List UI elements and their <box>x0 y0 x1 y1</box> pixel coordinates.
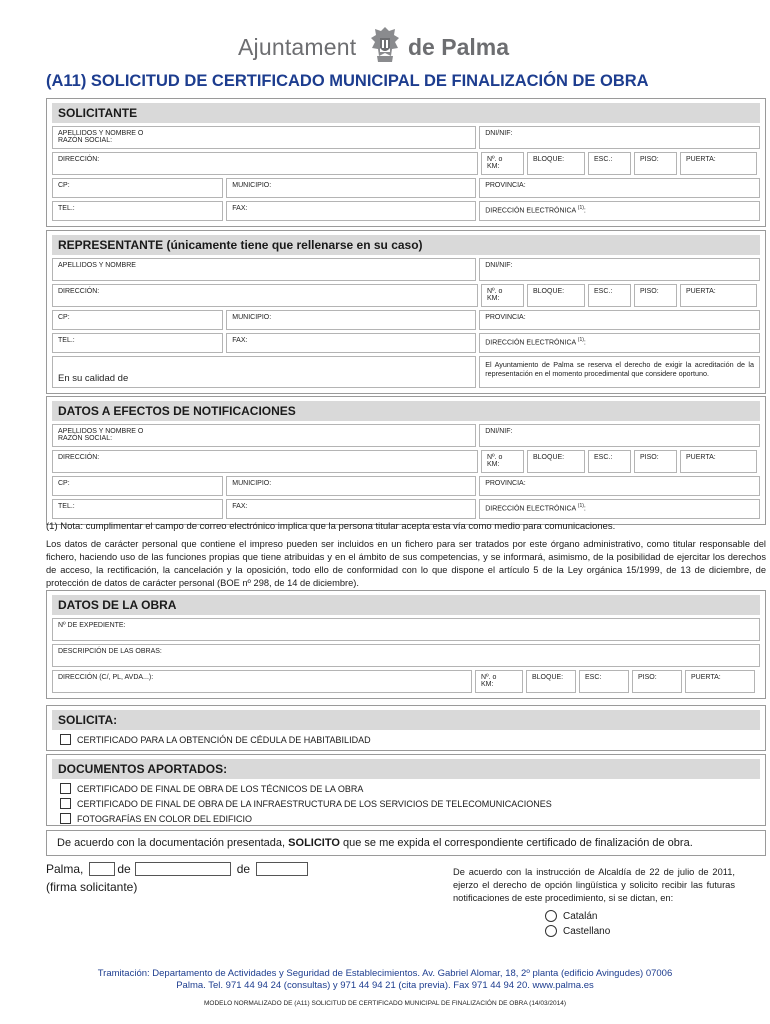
numero-field[interactable]: Nº. o KM: <box>481 284 524 307</box>
brand-name-bold: de Palma <box>408 34 509 60</box>
section-heading: DATOS A EFECTOS DE NOTIFICACIONES <box>52 401 760 421</box>
municipio-field[interactable]: MUNICIPIO: <box>226 476 476 496</box>
provincia-field[interactable]: PROVINCIA: <box>479 476 760 496</box>
declaration: De acuerdo con la documentación presentada, SOLICITO que se me expida el correspondiente certificado de finalización de obra. <box>46 830 766 856</box>
tel-field[interactable]: TEL.: <box>52 201 223 221</box>
section-heading: SOLICITANTE <box>52 103 760 123</box>
cp-field[interactable]: CP: <box>52 178 223 198</box>
checkbox[interactable] <box>60 798 71 809</box>
palma-label: Palma, <box>46 862 84 876</box>
esc-field[interactable]: ESC: <box>579 670 629 693</box>
solicitante-section <box>46 98 766 227</box>
fax-field[interactable]: FAX: <box>226 499 476 519</box>
language-option-catalan[interactable] <box>545 910 597 922</box>
coat-of-arms-icon <box>368 26 402 64</box>
model-reference: MODELO NORMALIZADO DE (A11) SOLICITUD DE CERTIFICADO MUNICIPAL DE FINALIZACIÓN DE OBRA (14/03/2014) <box>203 1000 567 1007</box>
email-field[interactable]: DIRECCIÓN ELECTRÓNICA $^{(1)}$: <box>479 499 760 519</box>
piso-field[interactable]: PISO: <box>634 152 677 175</box>
piso-field[interactable]: PISO: <box>634 284 677 307</box>
cp-field[interactable]: CP: <box>52 310 223 330</box>
calidad-field[interactable] <box>52 356 476 388</box>
month-field[interactable] <box>135 862 231 876</box>
puerta-field[interactable]: PUERTA: <box>685 670 755 693</box>
bloque-field[interactable]: BLOQUE: <box>527 152 585 175</box>
direccion-field[interactable]: DIRECCIÓN: <box>52 284 478 307</box>
footer-contact <box>0 968 770 992</box>
dni-field[interactable]: DNI/NIF: <box>479 424 760 447</box>
fax-field[interactable]: FAX: <box>226 201 476 221</box>
notificaciones-section <box>46 396 766 525</box>
apellidos-field[interactable]: APELLIDOS Y NOMBRE O RAZÓN SOCIAL: <box>52 126 476 149</box>
esc-field[interactable]: ESC.: <box>588 284 631 307</box>
brand-name: Ajuntament <box>238 34 357 60</box>
language-option-castellano[interactable] <box>545 925 610 937</box>
documentos-section <box>46 754 766 826</box>
checkbox[interactable] <box>60 813 71 824</box>
obra-direccion-field[interactable]: DIRECCIÓN (C/, PL, AVDA...): <box>52 670 472 693</box>
apellidos-field[interactable]: APELLIDOS Y NOMBRE <box>52 258 476 281</box>
date-line <box>46 862 308 876</box>
checkbox[interactable] <box>60 783 71 794</box>
obra-section <box>46 590 766 699</box>
email-field[interactable]: DIRECCIÓN ELECTRÓNICA $^{(1)}$: <box>479 201 760 221</box>
solicita-option[interactable] <box>60 733 760 746</box>
email-field[interactable]: DIRECCIÓN ELECTRÓNICA $^{(1)}$: <box>479 333 760 353</box>
expediente-field[interactable]: Nº DE EXPEDIENTE: <box>52 618 760 641</box>
puerta-field[interactable]: PUERTA: <box>680 284 757 307</box>
provincia-field[interactable]: PROVINCIA: <box>479 310 760 330</box>
privacy-notice: Los datos de carácter personal que contiene el impreso pueden ser incluidos en un fichero para ser tratados por este órgano administrativo, como titular responsable del fichero, haciendo uso de las funciones propias que tiene atribuidas y en el ámbito de sus competencias, y se informará, asimismo, de la posibilidad de ejercitar los derechos de acceso, la rectificación, la cancelación y la oposición, todo ello de conformidad con lo que dispone el artículo 5 de la Ley orgánica 15/1999, de 13 de diciembre, de protección de datos de carácter personal (BOE nº 298, de 14 de diciembre). <box>46 539 766 588</box>
calidad-line <box>60 386 400 388</box>
piso-field[interactable]: PISO: <box>632 670 682 693</box>
dni-field[interactable]: DNI/NIF: <box>479 126 760 149</box>
documento-option[interactable] <box>60 782 760 795</box>
reserva-note: El Ayuntamiento de Palma se reserva el derecho de exigir la acreditación de la representación en el momento procedimental que considere oportuno. <box>479 356 760 388</box>
piso-field[interactable]: PISO: <box>634 450 677 473</box>
puerta-field[interactable]: PUERTA: <box>680 450 757 473</box>
numero-field[interactable]: Nº. o KM: <box>481 152 524 175</box>
signature-label: (firma solicitante) <box>46 880 138 894</box>
year-field[interactable] <box>256 862 308 876</box>
bloque-field[interactable]: BLOQUE: <box>527 450 585 473</box>
municipio-field[interactable]: MUNICIPIO: <box>226 178 476 198</box>
municipio-field[interactable]: MUNICIPIO: <box>226 310 476 330</box>
calidad-label: En su calidad de <box>58 373 129 384</box>
esc-field[interactable]: ESC.: <box>588 450 631 473</box>
numero-field[interactable]: Nº. o KM: <box>481 450 524 473</box>
bloque-field[interactable]: BLOQUE: <box>527 284 585 307</box>
option-label: CERTIFICADO DE FINAL DE OBRA DE LA INFRAESTRUCTURA DE LOS SERVICIOS DE TELECOMUNICACIONES <box>77 798 552 809</box>
solicita-section <box>46 705 766 751</box>
documento-option[interactable] <box>60 812 760 825</box>
option-label: CERTIFICADO DE FINAL DE OBRA DE LOS TÉCNICOS DE LA OBRA <box>77 783 364 794</box>
esc-field[interactable]: ESC.: <box>588 152 631 175</box>
direccion-field[interactable]: DIRECCIÓN: <box>52 450 478 473</box>
radio-button[interactable] <box>545 925 557 937</box>
documento-option[interactable] <box>60 797 760 810</box>
day-field[interactable] <box>89 862 115 876</box>
tel-field[interactable]: TEL.: <box>52 333 223 353</box>
section-heading: DOCUMENTOS APORTADOS: <box>52 759 760 779</box>
provincia-field[interactable]: PROVINCIA: <box>479 178 760 198</box>
checkbox[interactable] <box>60 734 71 745</box>
section-heading: SOLICITA: <box>52 710 760 730</box>
de-label: de <box>117 862 131 876</box>
direccion-field[interactable]: DIRECCIÓN: <box>52 152 478 175</box>
footer-line: Tramitación: Departamento de Actividades y Seguridad de Establecimientos. Av. Gabriel Alomar, 18, 2º planta (edificio Avingudes) 07006 <box>97 968 673 979</box>
option-label: Catalán <box>563 910 598 922</box>
header <box>0 22 770 72</box>
tel-field[interactable]: TEL.: <box>52 499 223 519</box>
numero-field[interactable]: Nº. o KM: <box>475 670 523 693</box>
option-label: FOTOGRAFÍAS EN COLOR DEL EDIFICIO <box>77 813 253 824</box>
descripcion-field[interactable]: DESCRIPCIÓN DE LAS OBRAS: <box>52 644 760 667</box>
footer-line: Palma. Tel. 971 44 94 24 (consultas) y 971 44 94 21 (cita previa). Fax 971 44 94 20. www.palma.es <box>176 980 594 991</box>
email-note: (1) Nota: cumplimentar el campo de correo electrónico implica que la persona titular acepta esta vía como medio para comunicaciones. <box>46 521 616 532</box>
section-heading: REPRESENTANTE (únicamente tiene que rellenarse en su caso) <box>52 235 760 255</box>
language-notice: De acuerdo con la instrucción de Alcaldía de 22 de julio de 2011, ejerzo el derecho de opción lingüística y solicito recibir las futuras notificaciones de este procedimiento, si se dictan, en: <box>453 867 735 903</box>
representante-section <box>46 230 766 394</box>
radio-button[interactable] <box>545 910 557 922</box>
apellidos-field[interactable]: APELLIDOS Y NOMBRE O RAZÓN SOCIAL: <box>52 424 476 447</box>
section-heading: DATOS DE LA OBRA <box>52 595 760 615</box>
fax-field[interactable]: FAX: <box>226 333 476 353</box>
option-label: CERTIFICADO PARA LA OBTENCIÓN DE CÉDULA DE HABITABILIDAD <box>77 734 371 745</box>
bloque-field[interactable]: BLOQUE: <box>526 670 576 693</box>
cp-field[interactable]: CP: <box>52 476 223 496</box>
de-label: de <box>236 862 251 876</box>
puerta-field[interactable]: PUERTA: <box>680 152 757 175</box>
option-label: Castellano <box>563 925 611 937</box>
page-title: (A11) SOLICITUD DE CERTIFICADO MUNICIPAL DE FINALIZACIÓN DE OBRA <box>46 72 649 90</box>
dni-field[interactable]: DNI/NIF: <box>479 258 760 281</box>
